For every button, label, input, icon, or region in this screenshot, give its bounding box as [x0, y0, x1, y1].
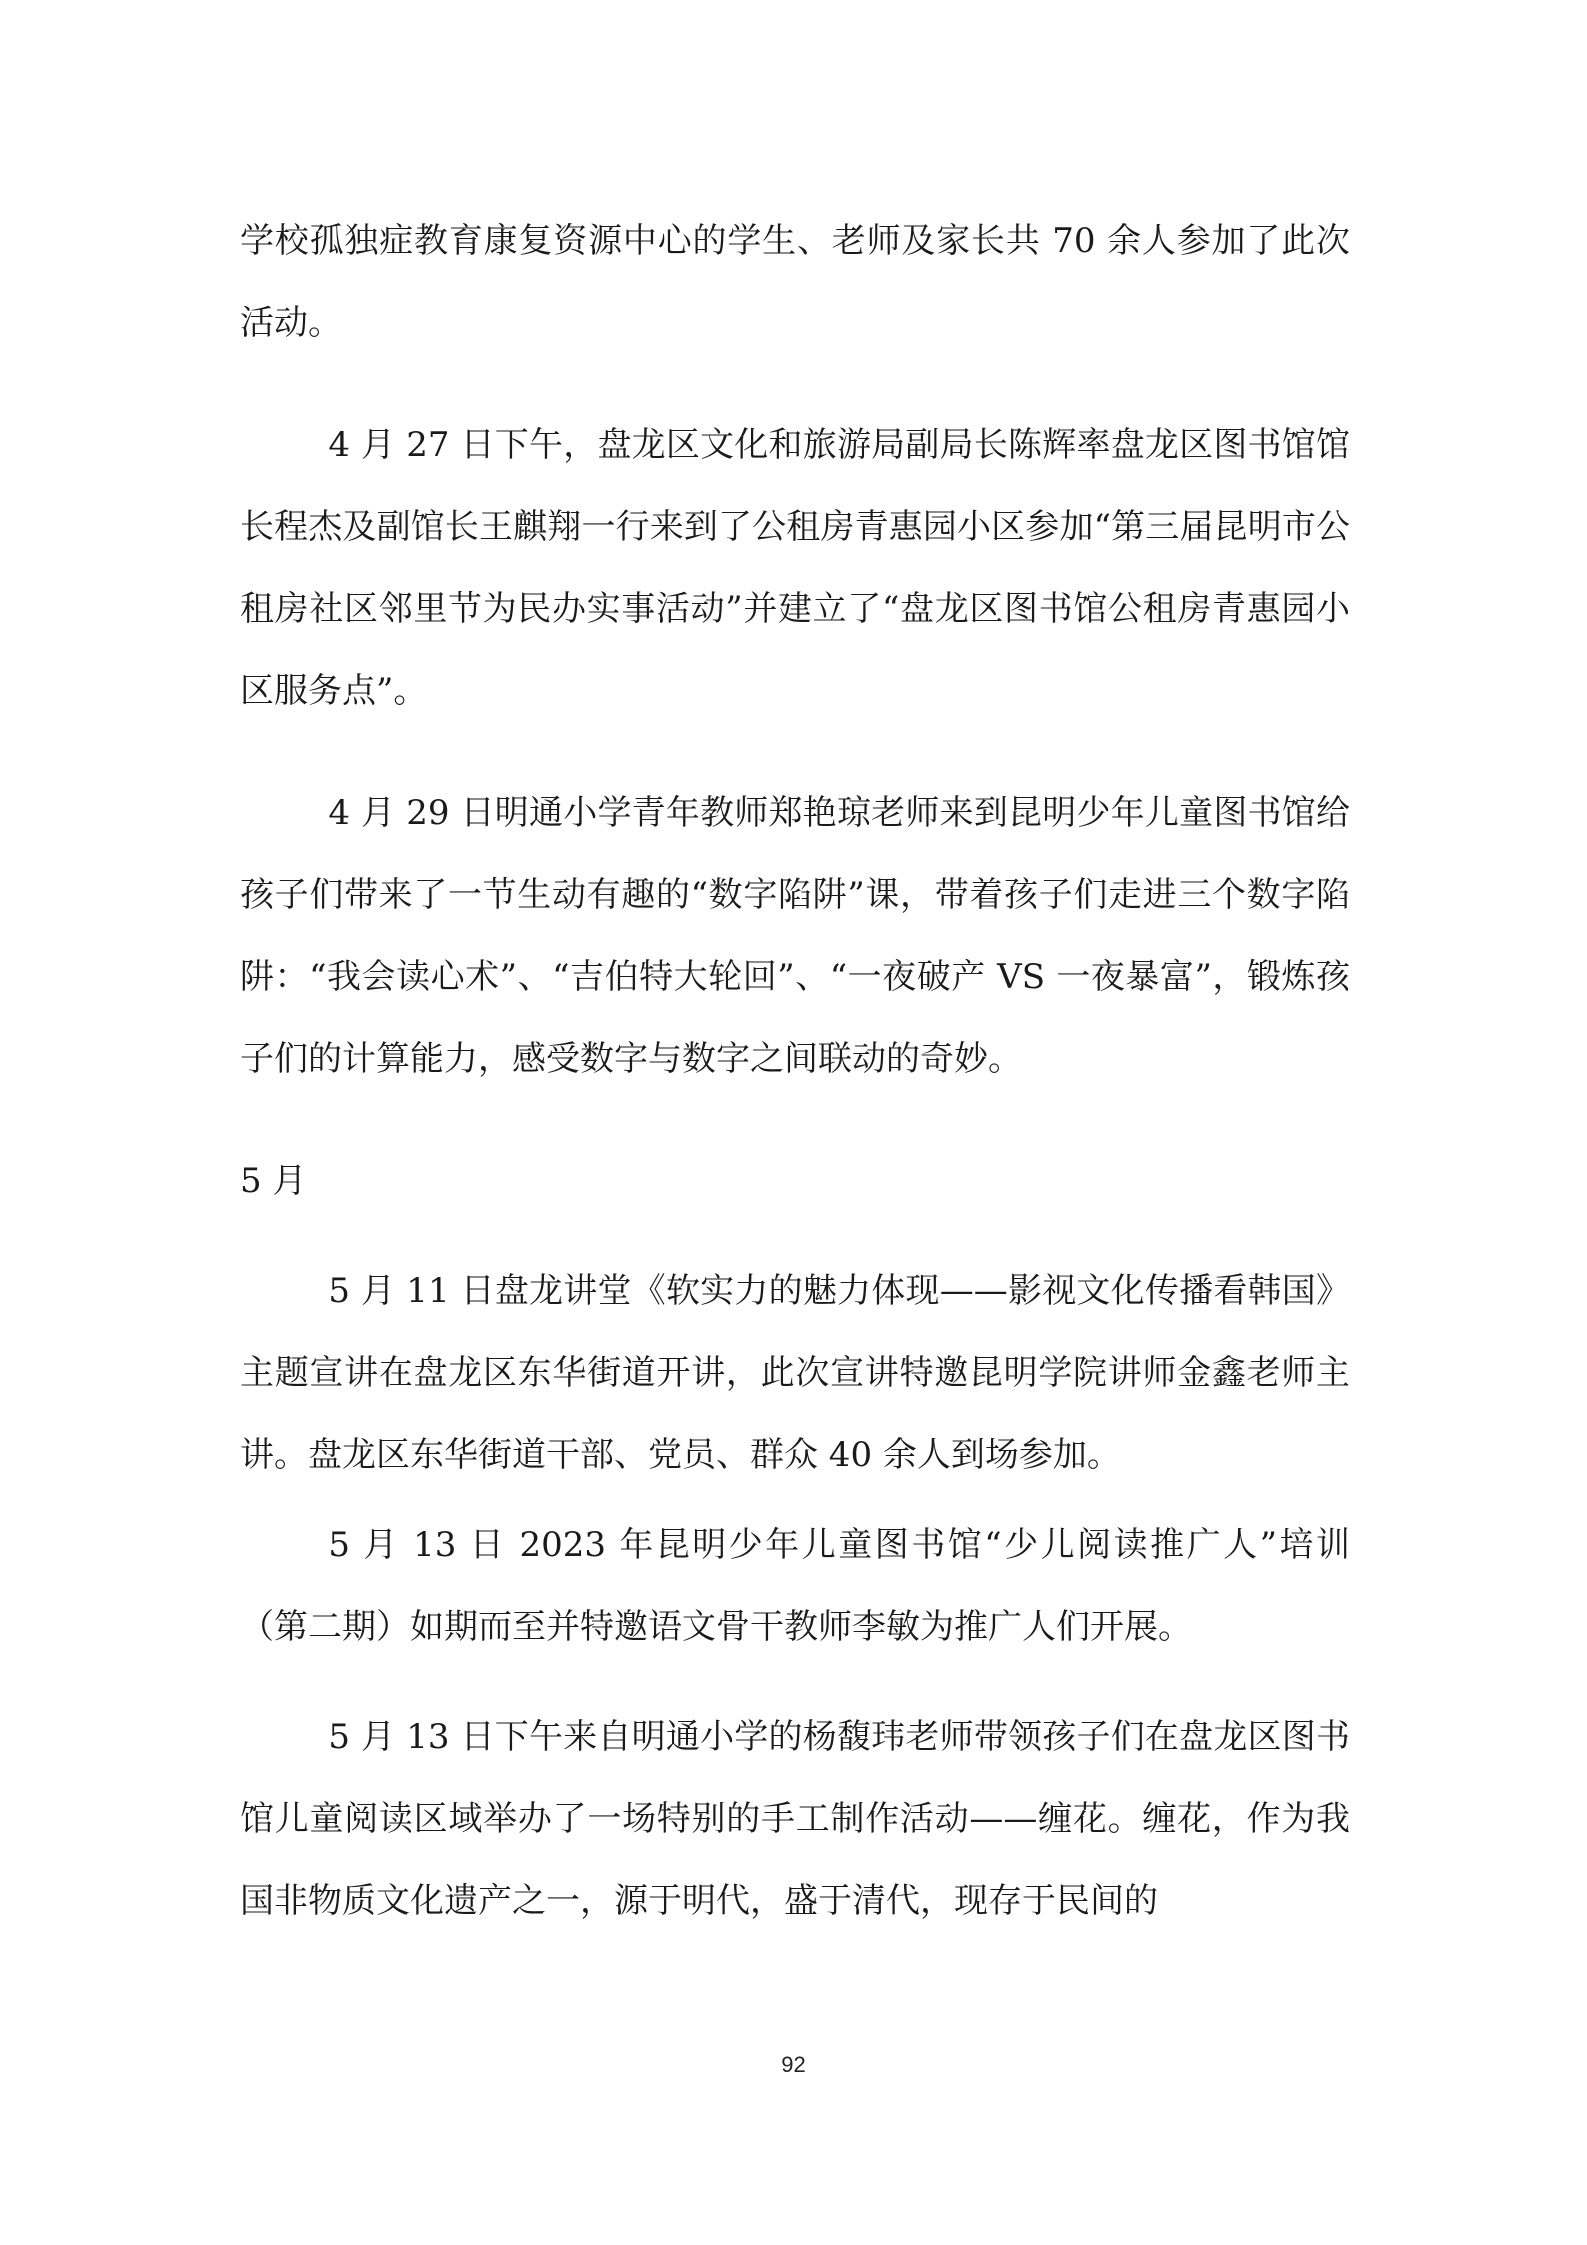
paragraph-activity-summary: 学校孤独症教育康复资源中心的学生、老师及家长共 70 余人参加了此次活动。 — [240, 221, 1350, 343]
body-text — [240, 200, 1350, 1942]
paragraph-april-27: 4 月 27 日下午，盘龙区文化和旅游局副局长陈辉率盘龙区图书馆馆长程杰及副馆长王麒翔一行来到了公租房青惠园小区参加“第三届昆明市公租房社区邻里节为民办实事活动”并建立了“盘龙区图书馆公租房青惠园小区服务点”。 — [240, 425, 1350, 711]
paragraph-may-13-training: 5 月 13 日 2023 年昆明少年儿童图书馆“少儿阅读推广人”培训（第二期）如期而至并特邀语文骨干教师李敏为推广人们开展。 — [240, 1525, 1350, 1647]
paragraph-may-11: 5 月 11 日盘龙讲堂《软实力的魅力体现——影视文化传播看韩国》主题宣讲在盘龙区东华街道开讲，此次宣讲特邀昆明学院讲师金鑫老师主讲。盘龙区东华街道干部、党员、群众 40 余人到场参加。 — [240, 1271, 1350, 1475]
paragraph-may-13-afternoon: 5 月 13 日下午来自明通小学的杨馥玮老师带领孩子们在盘龙区图书馆儿童阅读区域举办了一场特别的手工制作活动——缠花。缠花，作为我国非物质文化遗产之一，源于明代，盛于清代，现存于民间的 — [240, 1717, 1350, 1921]
month-heading-may: 5 月 — [240, 1161, 307, 1201]
page-number: 92 — [781, 2052, 806, 2077]
paragraph-april-29: 4 月 29 日明通小学青年教师郑艳琼老师来到昆明少年儿童图书馆给孩子们带来了一节生动有趣的“数字陷阱”课，带着孩子们走进三个数字陷阱：“我会读心术”、“吉伯特大轮回”、“一夜破产 VS 一夜暴富”，锻炼孩子们的计算能力，感受数字与数字之间联动的奇妙。 — [240, 793, 1350, 1079]
